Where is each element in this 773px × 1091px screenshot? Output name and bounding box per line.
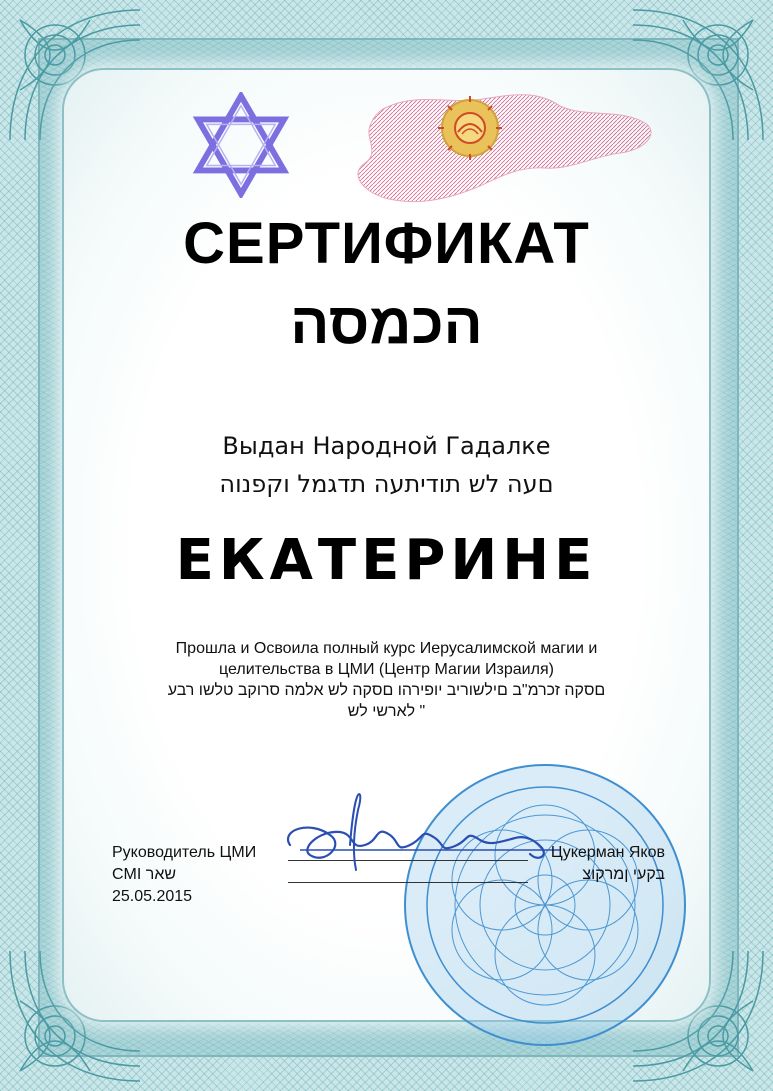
signatory-title: Руководитель ЦМИ [112, 844, 257, 861]
body-line-4-hebrew: " לארשי לש [347, 703, 426, 720]
issued-to-text-hebrew: םעה לש תודיתעה תדגמל וקפנוה [219, 470, 554, 498]
star-of-david-icon [192, 92, 290, 197]
signature-line [288, 882, 528, 883]
certificate-body [100, 638, 673, 722]
handwritten-signature-icon [270, 790, 570, 880]
signatory-name: Цукерман Яков [550, 844, 665, 861]
body-line-3-hebrew: םסקה זכרמ"ב םילשוריב יופירהו םסקה לש אלמה סרוקב טלשו רבע [167, 682, 606, 699]
issued-to-text: Выдан Народной Гадалке [222, 432, 551, 460]
signatory-left [112, 842, 256, 908]
signatory-right [551, 842, 665, 886]
certificate-date: 25.05.2015 [112, 888, 193, 905]
signatory-name-hebrew: בקעי ןמרקוצ [582, 866, 665, 883]
certificate-title: СЕРТИФИКАТ [183, 211, 590, 276]
signatory-title-hebrew: שאר CMI [112, 866, 177, 883]
certificate-title-hebrew: הכמסה [290, 291, 483, 356]
body-line-2: целительства в ЦМИ (Центр Магии Израиля) [219, 661, 554, 678]
recipient-name: ЕКАТЕРИНЕ [175, 528, 598, 593]
kyrgyzstan-flag-map-icon [345, 88, 665, 228]
body-line-1: Прошла и Освоила полный курс Иерусалимской магии и [175, 640, 598, 657]
